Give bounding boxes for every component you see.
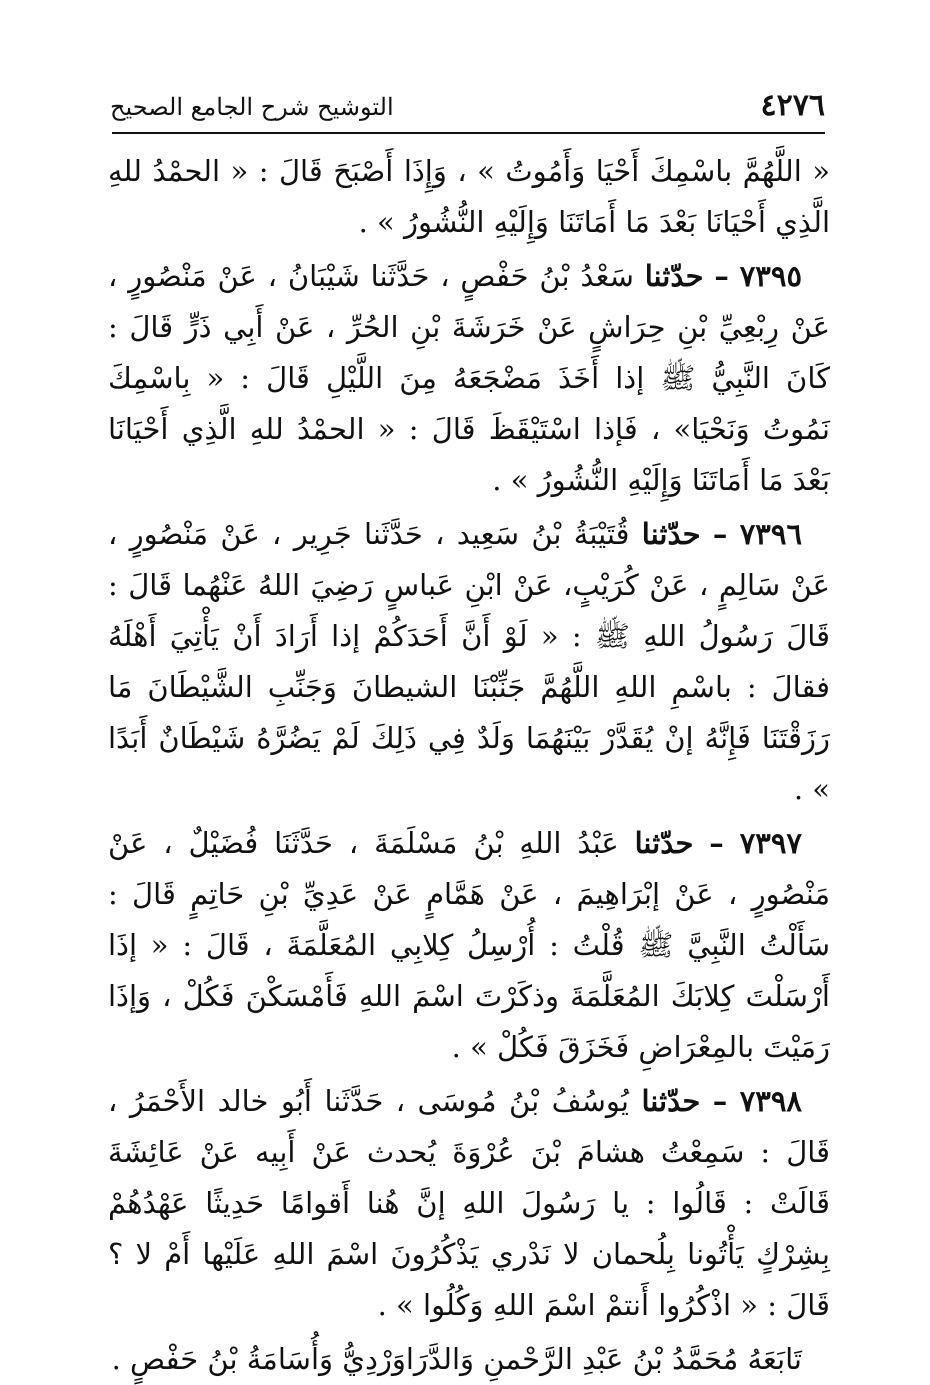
hadith-dash: – xyxy=(712,1084,728,1118)
follow-up-note xyxy=(108,1334,830,1385)
hadith-dash: – xyxy=(709,826,724,860)
continuation-paragraph xyxy=(108,146,830,248)
paragraph-text: عَبْدُ اللهِ بْنُ مَسْلَمَةَ ، حَدَّثَنَا فُضَيْلٌ ، عَنْ مَنْصُورٍ ، عَنْ إبْرَاهِيمَ ، عَنْ هَمَّامٍ عَنْ عَدِيِّ بْنِ حَاتِمٍ قَالَ : سَأَلْتُ النَّبِيَّ ﷺ قُلْتُ : أُرْسِلُ كِلابِي المُعَلَّمَةَ ، قَالَ : « إذَا أَرْسَلْتَ كِلابَكَ المُعَلَّمَةَ وذكَرْتَ اسْمَ اللهِ فَأَمْسَكْنَ فَكُلْ ، وَإذَا رَمَيْتَ بالمِعْرَاضِ فَخَزَقَ فَكُلْ » . xyxy=(108,826,830,1064)
hadith-7395 xyxy=(108,251,830,506)
hadith-number: ٧٣٩٦ xyxy=(739,517,803,551)
hadith-lead-word: حدّثنا xyxy=(634,826,694,860)
hadith-lead-word: حدّثنا xyxy=(644,259,704,293)
paragraph-text: سَعْدُ بْنُ حَفْصٍ ، حَدَّثَنا شَيْبَانُ ، عَنْ مَنْصُورٍ ، عَنْ رِبْعِيِّ بْنِ حِرَاشٍ عَنْ خَرَشَةَ بْنِ الحُرِّ ، عَنْ أَبِي ذَرٍّ قَالَ : كَانَ النَّبِيُّ ﷺ إذا أَخَذَ مَضْجَعَهُ مِنَ اللَّيْلِ قَالَ : « بِاسْمِكَ نَمُوتُ وَنَحْيَا» ، فَإذا اسْتَيْقَظَ قَالَ : « الحمْدُ للهِ الَّذِي أَحْيَانَا بَعْدَ مَا أَمَاتَنَا وَإِلَيْهِ النُّشُورُ » . xyxy=(108,259,830,497)
paragraph-text: قُتَيْبَةُ بْنُ سَعِيد ، حَدَّثَنا جَرِير ، عَنْ مَنْصُورٍ ، عَنْ سَالِمٍ ، عَنْ كُرَيْبٍ، عَنْ ابْنِ عَباسٍ رَضِيَ اللهُ عَنْهُما قَالَ : قَالَ رَسُولُ اللهِ ﷺ : « لَوْ أَنَّ أَحَدَكُمْ إذا أَرَادَ أَنْ يَأْتِيَ أَهْلَهُ فقالَ : باسْمِ اللهِ اللَّهُمَّ جَنِّبْنَا الشيطانَ وَجَنِّبِ الشَّيْطَانَ مَا رَزَقْتَنَا فَإِنَّهُ إنْ يُقَدَّرْ بَيْنَهُمَا وَلَدٌ فِي ذَلِكَ لَمْ يَضُرَّهُ شَيْطَانٌ أَبَدًا » . xyxy=(108,517,830,806)
paragraph-text: يُوسُفُ بْنُ مُوسَى ، حَدَّثَنا أَبُو خالد الأَحْمَرُ ، قَالَ : سَمِعْتُ هشامَ بْنَ عُرْوَةَ يُحدث عَنْ أَبِيه عَنْ عَائِشَةَ قَالَتْ : قَالُوا : يا رَسُولَ اللهِ إنَّ هُنا أَقوامًا حَدِيثًا عَهْدُهُمْ بِشِرْكٍ يَأْتُونا بِلُحمان لا نَدْري يَذْكُرُونَ اسْمَ اللهِ عَلَيْها أَمْ لا ؟ قَالَ : « اذْكُرُوا أَنتمْ اسْمَ اللهِ وَكُلُوا » . xyxy=(108,1084,830,1322)
hadith-text-body xyxy=(108,146,830,1385)
hadith-7398 xyxy=(108,1076,830,1331)
hadith-number: ٧٣٩٧ xyxy=(739,826,802,860)
hadith-number: ٧٣٩٨ xyxy=(739,1084,803,1118)
hadith-dash: – xyxy=(712,517,728,551)
page-header xyxy=(110,82,825,130)
hadith-lead-word: حدّثنا xyxy=(641,1084,701,1118)
running-title: التوشيح شرح الجامع الصحيح xyxy=(110,93,394,121)
hadith-7397 xyxy=(108,818,830,1073)
hadith-number: ٧٣٩٥ xyxy=(739,259,803,293)
paragraph-text: تَابَعَهُ مُحَمَّدُ بْنُ عَبْدِ الرَّحْمنِ وَالدَّرَاوَرْدِيُّ وَأُسَامَةُ بْنُ حَفْصٍ . xyxy=(111,1342,802,1376)
hadith-dash: – xyxy=(714,259,729,293)
paragraph-text: « اللَّهُمَّ باسْمِكَ أَحْيَا وَأَمُوتُ » ، وَإِذَا أَصْبَحَ قَالَ : « الحمْدُ للهِ الَّذِي أَحْيَانَا بَعْدَ مَا أَمَاتَنَا وَإِلَيْهِ النُّشُورُ » . xyxy=(108,154,830,239)
hadith-lead-word: حدّثنا xyxy=(641,517,701,551)
page-number: ٤٢٧٦ xyxy=(760,88,825,123)
header-rule xyxy=(112,132,825,134)
hadith-7396 xyxy=(108,509,830,815)
